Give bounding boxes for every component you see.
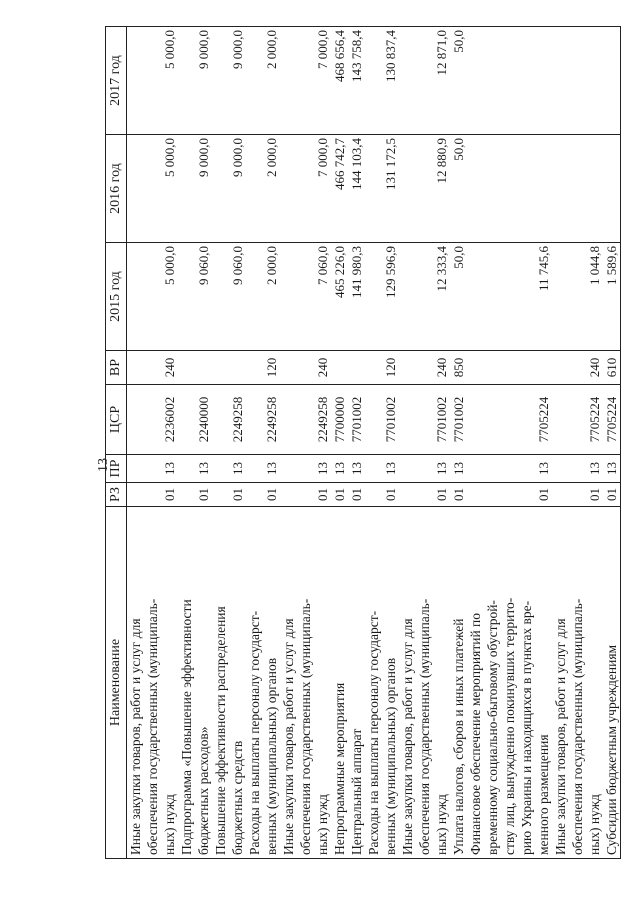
row-vr-value [195,354,212,381]
row-name-line: рию Украины и находящихся в пунктах вре- [519,600,534,855]
row-name [178,507,212,859]
row-rz [212,483,246,507]
row-rz-value: 01 [264,488,279,501]
row-vr-value: 120 [264,357,279,378]
row-name-line: венных (муниципальных) органов [264,657,279,855]
row-rz [246,483,280,507]
row-rz-value: 01 [332,488,347,501]
row-pr-value: 13 [604,462,619,475]
row-y2016 [127,135,179,243]
row-y2015-value: 129 596,9 [383,246,398,298]
row-pr [348,455,365,483]
row-pr [127,455,179,483]
row-pr-value: 13 [536,462,551,475]
row-pr-value: 13 [162,462,177,475]
row-name [399,507,467,859]
row-name-line: венных (муниципальных) органов [383,657,398,855]
row-y2017-value: 9 000,0 [196,30,211,69]
row-vr [399,351,467,385]
row-vr [348,351,365,385]
row-vr-value: 240 [315,357,330,378]
row-y2017 [365,27,399,135]
row-vr-value: 120 [383,357,398,378]
header-2016: 2016 год [106,135,127,243]
row-y2017 [246,27,280,135]
row-name-line: Расходы на выплаты персоналу государст- [366,610,381,855]
row-name-line: обеспечения государственных (муниципаль- [145,598,160,855]
row-rz-value: 01 [196,488,211,501]
row-vr-value: 240 [434,357,449,378]
row-y2016 [212,135,246,243]
row-name-line: бюджетных средств [230,740,245,855]
row-y2017-value [603,30,620,131]
row-csr [365,385,399,455]
row-csr-value: 2236002 [162,396,177,443]
row-name-line: обеспечения государственных (муниципаль- [417,598,432,855]
row-name-line: бюджетных расходов» [196,726,211,855]
row-name-line: временному социально-бытовому обустрой- [485,600,500,855]
row-y2017-value: 5 000,0 [162,30,177,69]
header-2017: 2017 год [106,27,127,135]
row-y2016-value: 9 000,0 [230,138,245,177]
row-pr [280,455,331,483]
header-vr: ВР [106,351,127,385]
row-y2015-value: 141 980,3 [349,246,364,298]
row-pr-value: 13 [264,462,279,475]
row-name-line: Субсидии бюджетным учреждениям [604,644,619,855]
row-name-line: Уплата налогов, сборов и иных платежей [451,618,466,855]
row-y2016 [399,135,467,243]
row-name-line: Иные закупки товаров, работ и услуг для [400,618,415,855]
row-y2015-value: 11 745,6 [536,246,551,292]
row-y2017-value: 50,0 [451,30,466,53]
row-y2016-value: 131 172,5 [383,138,398,190]
row-csr [178,385,212,455]
row-y2015-value: 7 060,0 [315,246,330,285]
budget-table [105,26,621,859]
row-y2016-value [535,138,552,239]
row-vr-value [229,354,246,381]
table-row [178,27,212,859]
row-y2016-value: 2 000,0 [264,138,279,177]
row-vr-value: 610 [604,357,619,378]
row-y2015-value: 12 333,4 [434,246,449,292]
row-vr [467,351,552,385]
row-y2017 [331,27,348,135]
row-y2016-value: 466 742,7 [332,138,347,190]
row-y2017 [399,27,467,135]
row-y2017 [280,27,331,135]
row-csr-value: 2249258 [230,396,245,443]
table-row [331,27,348,859]
row-y2017 [552,27,621,135]
row-pr [178,455,212,483]
row-rz-value: 01 [604,488,619,501]
row-y2015 [178,243,212,351]
row-rz [280,483,331,507]
row-y2017-value [535,30,552,131]
row-rz-value: 01 [383,488,398,501]
row-pr [246,455,280,483]
table-row [280,27,331,859]
row-csr [399,385,467,455]
row-y2016-value: 144 103,4 [349,138,364,190]
row-y2015-value: 9 060,0 [230,246,245,285]
row-pr-value: 13 [315,462,330,475]
table-header-row [106,27,127,859]
row-pr-value: 13 [230,462,245,475]
row-name [467,507,552,859]
row-rz [365,483,399,507]
row-name [280,507,331,859]
row-rz-value: 01 [349,488,364,501]
row-name-line: менного размещения [536,734,551,855]
row-vr-value: 240 [162,357,177,378]
row-rz-value: 01 [536,488,551,501]
row-name [552,507,621,859]
row-csr-value: 2249258 [264,396,279,443]
row-name-line: Непрограммные мероприятия [332,682,347,855]
row-y2016 [467,135,552,243]
row-y2016-value: 7 000,0 [315,138,330,177]
row-rz-value: 01 [230,488,245,501]
row-pr [212,455,246,483]
row-vr [246,351,280,385]
row-name [127,507,179,859]
row-y2016-value: 5 000,0 [162,138,177,177]
table-row [552,27,621,859]
row-y2016 [280,135,331,243]
row-pr-value: 13 [434,462,449,475]
row-y2015 [212,243,246,351]
row-y2016 [178,135,212,243]
row-y2016 [348,135,365,243]
row-name-line: Центральный аппарат [349,728,364,855]
row-vr-value: 240 [587,357,602,378]
page-number: 13 [96,458,111,472]
row-name-line: ных) нужд [162,794,177,855]
row-y2017-value: 12 871,0 [434,30,449,76]
row-csr [246,385,280,455]
row-csr [552,385,621,455]
row-y2015 [552,243,621,351]
row-y2015-value: 1 589,6 [604,246,619,285]
row-rz [399,483,467,507]
row-csr [212,385,246,455]
header-name: Наименование [106,507,127,859]
row-name [365,507,399,859]
row-csr-value: 7701002 [349,396,364,443]
row-name-line: Финансовое обеспечение мероприятий по [468,612,483,855]
row-csr-value: 7705224 [587,396,602,443]
row-y2015 [348,243,365,351]
row-pr [399,455,467,483]
row-y2015 [365,243,399,351]
row-rz [127,483,179,507]
row-csr [348,385,365,455]
row-y2017-value: 143 758,4 [349,30,364,82]
row-rz-value: 01 [451,488,466,501]
row-name [212,507,246,859]
row-csr [331,385,348,455]
row-csr-value: 2240000 [196,396,211,443]
row-y2015-value: 465 226,0 [332,246,347,298]
row-pr-value: 13 [332,462,347,475]
header-2015: 2015 год [106,243,127,351]
table-row [212,27,246,859]
row-y2016 [331,135,348,243]
row-y2017 [348,27,365,135]
row-pr [331,455,348,483]
row-pr [467,455,552,483]
row-name-line: Иные закупки товаров, работ и услуг для [553,618,568,855]
row-y2015 [331,243,348,351]
row-y2016 [365,135,399,243]
row-rz [348,483,365,507]
table-row [399,27,467,859]
row-vr [127,351,179,385]
row-rz [178,483,212,507]
row-y2015-value: 5 000,0 [162,246,177,285]
row-y2015-value: 2 000,0 [264,246,279,285]
row-csr [280,385,331,455]
row-pr [365,455,399,483]
header-rz: РЗ [106,483,127,507]
row-csr [467,385,552,455]
row-y2016 [552,135,621,243]
row-rz [552,483,621,507]
row-csr-value: 7700000 [332,396,347,443]
row-csr [127,385,179,455]
row-csr-value: 2249258 [315,396,330,443]
row-y2017 [178,27,212,135]
row-y2015-value: 9 060,0 [196,246,211,285]
row-rz-value: 01 [162,488,177,501]
row-csr-value: 7701002 [451,396,466,443]
table-row [246,27,280,859]
row-name-line: Иные закупки товаров, работ и услуг для [128,618,143,855]
row-y2017-value: 468 656,4 [332,30,347,82]
row-vr [552,351,621,385]
row-name-line: ных) нужд [587,794,602,855]
row-vr [365,351,399,385]
row-vr [280,351,331,385]
row-y2015-value: 1 044,8 [587,246,602,285]
row-csr-value: 7701002 [383,396,398,443]
row-y2015 [246,243,280,351]
row-name-line: Подпрограмма «Повышение эффективности [179,599,194,855]
row-y2016 [246,135,280,243]
table-row [348,27,365,859]
row-name-line: Повышение эффективности распределения [213,606,228,855]
row-y2016-value: 50,0 [451,138,466,161]
row-rz-value: 01 [434,488,449,501]
row-name-line: обеспечения государственных (муниципаль- [570,598,585,855]
row-y2017-value: 2 000,0 [264,30,279,69]
row-name [246,507,280,859]
row-vr-value [348,354,365,381]
row-name-line: Иные закупки товаров, работ и услуг для [281,618,296,855]
row-name [348,507,365,859]
row-rz-value: 01 [315,488,330,501]
row-y2015 [127,243,179,351]
row-y2015 [467,243,552,351]
row-y2017 [212,27,246,135]
table-body [127,27,621,859]
row-name-line: ству лиц, вынужденно покинувших террито- [502,597,517,855]
row-csr-value: 7705224 [536,396,551,443]
table-row [467,27,552,859]
row-y2015 [280,243,331,351]
row-y2015-value: 50,0 [451,246,466,269]
table-row [365,27,399,859]
row-pr-value: 13 [383,462,398,475]
row-pr-value: 13 [587,462,602,475]
row-rz [331,483,348,507]
row-vr [178,351,212,385]
row-y2017 [127,27,179,135]
row-pr-value: 13 [451,462,466,475]
row-name-line: ных) нужд [434,794,449,855]
row-pr-value: 13 [196,462,211,475]
row-vr [212,351,246,385]
row-vr [331,351,348,385]
row-csr-value: 7705224 [604,396,619,443]
row-y2017-value: 130 837,4 [383,30,398,82]
row-y2016-value [603,138,620,239]
row-y2017 [467,27,552,135]
row-y2015 [399,243,467,351]
row-pr-value: 13 [349,462,364,475]
row-y2016-value: 9 000,0 [196,138,211,177]
row-name-line: Расходы на выплаты персоналу государст- [247,610,262,855]
row-vr-value [535,354,552,381]
row-name-line: обеспечения государственных (муниципаль- [298,598,313,855]
row-name [331,507,348,859]
row-y2016-value: 12 880,9 [434,138,449,184]
row-vr-value [331,354,348,381]
row-y2017-value: 7 000,0 [315,30,330,69]
header-csr: ЦСР [106,385,127,455]
row-rz-value: 01 [587,488,602,501]
row-vr-value: 850 [451,357,466,378]
table-row [127,27,179,859]
row-pr [552,455,621,483]
row-rz [467,483,552,507]
row-csr-value: 7701002 [434,396,449,443]
row-name-line: ных) нужд [315,794,330,855]
row-y2017-value: 9 000,0 [230,30,245,69]
header-pr: ПР [106,455,127,483]
